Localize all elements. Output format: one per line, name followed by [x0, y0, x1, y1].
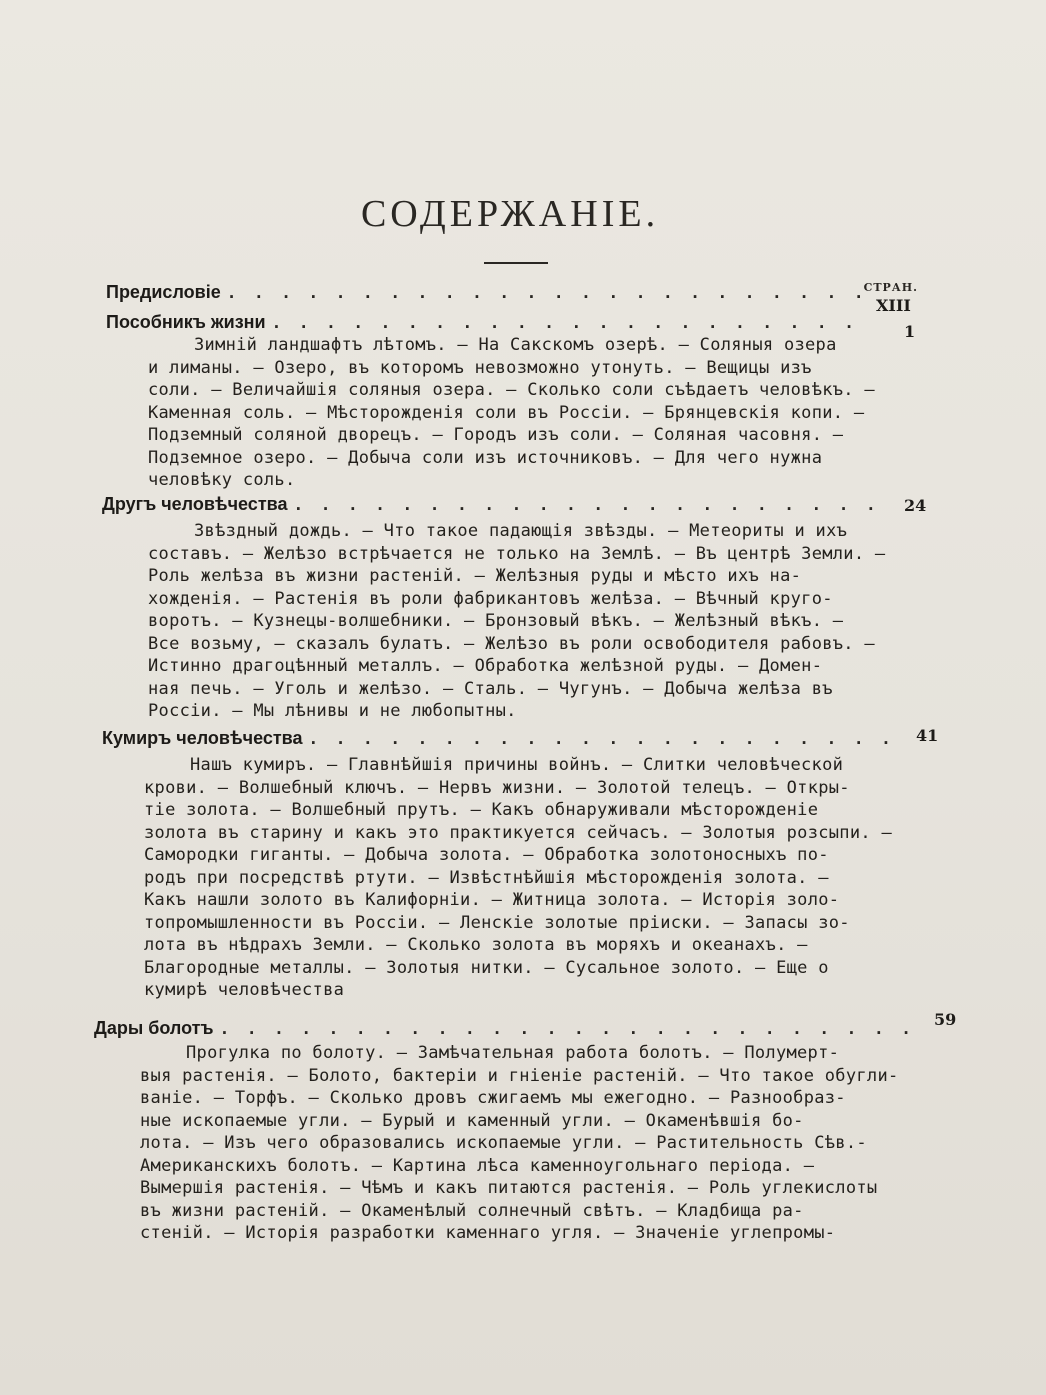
title-rule: [484, 262, 548, 264]
toc-entry-page: 1: [904, 322, 916, 341]
toc-entry-page: 24: [904, 496, 927, 515]
toc-entry-chapter-3: [102, 728, 902, 749]
toc-entry-title: Пособникъ жизни: [106, 312, 266, 332]
page-title: СОДЕРЖАНІЕ.: [360, 193, 660, 235]
toc-entry-title: Кумиръ человѣчества: [102, 728, 303, 748]
toc-entry-summary: Зимній ландшафтъ лѣтомъ. — На Сакскомъ озерѣ. — Соляныя озера и лиманы. — Озеро, въ которомъ невозможно утонуть. — Вещицы изъ соли. — Величайшія соляныя озера. — Сколько соли съѣдаетъ человѣкъ. — Каменная соль. — Мѣсторожденія соли въ Россіи. — Брянцевскія копи. — Подземный соляной дворецъ. — Городъ изъ соли. — Соляная часовня. — Подземное озеро. — Добыча соли изъ источниковъ. — Для чего нужна человѣку соль.: [148, 335, 875, 490]
page-column-label: СТРАН.: [863, 281, 918, 294]
toc-entry-chapter-2: [102, 494, 892, 515]
toc-entry-summary: Звѣздный дождь. — Что такое падающія звѣзды. — Метеориты и ихъ составъ. — Желѣзо встрѣчается не только на Землѣ. — Въ центрѣ Земли. — Роль желѣза въ жизни растеній. — Желѣзныя руды и мѣсто ихъ на- хожденія. — Растенія въ роли фабрикантовъ желѣза. — Вѣчный круго- воротъ. — Кузнецы-волшебники. — Бронзовый вѣкъ. — Желѣзный вѣкъ. — Все возьму, — сказалъ булатъ. — Желѣзо въ роли освободителя рабовъ. — Истинно драгоцѣнный металлъ. — Обработка желѣзной руды. — Домен- ная печь. — Уголь и желѣзо. — Сталь. — Чугунъ. — Добыча желѣза въ Россіи. — Мы лѣнивы и не любопытны.: [148, 521, 886, 721]
toc-entry-title: Дары болотъ: [94, 1018, 214, 1038]
leader-dots: [309, 729, 896, 748]
toc-entry-page: 41: [916, 726, 939, 745]
toc-entry-chapter-1: [106, 312, 866, 333]
toc-entry-summary: Нашъ кумиръ. — Главнѣйшія причины войнъ. — Слитки человѣческой крови. — Волшебный ключъ. — Нервъ жизни. — Золотой телецъ. — Откры- тіе золота. — Волшебный прутъ. — Какъ обнаруживали мѣсторожденіе золота въ старину и какъ это практикуется сейчасъ. — Золотыя розсыпи. — Самородки гиганты. — Добыча золота. — Обработка золотоносныхъ по- родъ при посредствѣ ртути. — Извѣстнѣйшія мѣсторожденія золота. — Какъ нашли золото въ Калифорніи. — Житница золота. — Исторія золо- топромышленности въ Россіи. — Ленскіе золотые пріиски. — Запасы зо- лота въ нѣдрахъ Земли. — Сколько золота въ моряхъ и океанахъ. — Благородные металлы. — Золотыя нитки. — Сусальное золото. — Еще о кумирѣ человѣчества: [144, 755, 892, 1000]
leader-dots: [227, 283, 860, 302]
toc-entry-title: Другъ человѣчества: [102, 494, 288, 514]
toc-entry-preface: [106, 282, 866, 303]
toc-entry-summary: Прогулка по болоту. — Замѣчательная работа болотъ. — Полумерт- выя растенія. — Болото, бактеріи и гніеніе растеній. — Что такое обугли- ваніе. — Торфъ. — Сколько дровъ сжигаемъ мы ежегодно. — Разнообраз- ные ископаемые угли. — Бурый и каменный угли. — Окаменѣвшія бо- лота. — Изъ чего образовались ископаемые угли. — Растительность Сѣв.- Американскихъ болотъ. — Картина лѣса каменноугольнаго періода. — Вымершія растенія. — Чѣмъ и какъ питаются растенія. — Роль углекислоты въ жизни растеній. — Окаменѣлый солнечный свѣтъ. — Кладбища ра- стеній. — Исторія разработки каменнаго угля. — Значеніе углепромы-: [140, 1043, 899, 1243]
leader-dots: [272, 313, 860, 332]
leader-dots: [220, 1019, 908, 1038]
toc-entry-page: XIII: [876, 296, 911, 315]
toc-entry-page: 59: [934, 1010, 957, 1029]
leader-dots: [293, 495, 886, 514]
toc-entry-chapter-4: [94, 1018, 914, 1039]
toc-entry-title: Предисловіе: [106, 282, 221, 302]
